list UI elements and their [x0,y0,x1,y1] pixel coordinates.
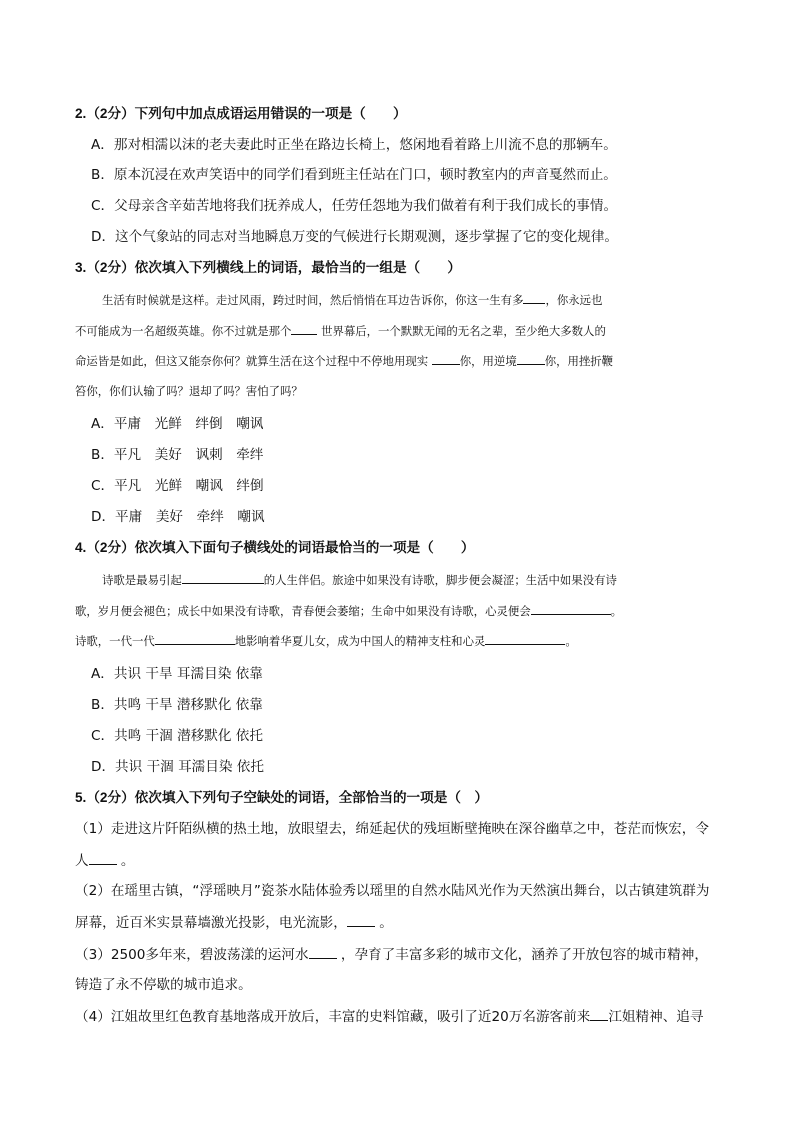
question-2-stem: 2.（2分）下列句中加点成语运用错误的一项是（ ） [75,106,407,121]
question-2-option-c[interactable]: C．父母亲含辛茹苦地将我们抚养成人，任劳任怨地为我们做着有利于我们成长的事情。 [91,198,618,214]
blank-1 [523,289,545,304]
blank-4 [485,630,565,645]
blank-2 [531,600,611,615]
question-5-item-2-line-2: 屏幕，近百米实景幕墙激光投影，电光流影， 。 [75,912,393,933]
question-3-passage-line-3: 命运皆是如此，但这又能奈你何？就算生活在这个过程中不停地用现实 你，用逆境 你，用挫折鞭 [75,350,613,371]
question-5-item-3-line-1: （3）2500多年来，碧波荡漾的运河水 ，孕育了丰富多彩的城市文化，涵养了开放包容的城市精神， [75,944,708,965]
question-5-item-1-line-1: （1）走进这片阡陌纵横的热土地，放眼望去，绵延起伏的残垣断壁掩映在深谷幽草之中，苍茫而恢宏，令 [75,821,709,837]
question-3-option-d[interactable]: D．平庸 美好 牵绊 嘲讽 [91,509,265,525]
question-3-option-c[interactable]: C．平凡 光鲜 嘲讽 绊倒 [91,478,264,494]
blank-2 [347,912,375,927]
blank-4 [517,350,545,365]
question-3-option-a[interactable]: A．平庸 光鲜 绊倒 嘲讽 [91,416,264,432]
blank-1 [89,850,117,865]
question-3-passage-line-2: 不可能成为一名超级英雄。你不过就是那个 世界幕后，一个默默无闻的无名之辈，至少绝大多数人的 [75,320,606,341]
question-4-stem: 4.（2分）依次填入下面句子横线处的词语最恰当的一项是（ ） [75,540,475,555]
question-4-passage-line-1: 诗歌是最易引起 的人生伴侣。旅途中如果没有诗歌，脚步便会凝涩；生活中如果没有诗 [102,569,617,590]
question-4-option-a[interactable]: A．共识 干旱 耳濡目染 依靠 [91,666,263,682]
blank-3 [432,350,460,365]
question-4-passage-line-2: 歌，岁月便会褪色；成长中如果没有诗歌，青春便会萎缩；生命中如果没有诗歌，心灵便会 。 [75,600,622,621]
question-5-item-2-line-1: （2）在瑶里古镇，“浮瑶映月”瓷茶水陆体验秀以瑶里的自然水陆风光作为天然演出舞台，以古镇建筑群为 [75,883,710,899]
question-2-option-b[interactable]: B．原本沉浸在欢声笑语中的同学们看到班主任站在门口，顿时教室内的声音戛然而止。 [91,167,617,183]
question-5-item-3-line-2: 铸造了永不停歇的城市追求。 [75,977,252,993]
question-5-stem: 5.（2分）依次填入下列句子空缺处的词语，全部恰当的一项是（ ） [75,790,489,805]
question-3-stem: 3.（2分）依次填入下列横线上的词语，最恰当的一组是（ ） [75,260,461,275]
blank-4 [590,1006,608,1021]
question-3-option-b[interactable]: B．平凡 美好 讽刺 牵绊 [91,447,264,463]
blank-1 [182,569,264,584]
question-5-item-1-line-2: 人 。 [75,850,135,871]
question-5-item-4-line-1: （4）江姐故里红色教育基地落成开放后，丰富的史料馆藏，吸引了近20万名游客前来 江姐精神、追寻 [75,1006,703,1027]
question-3-passage-line-1: 生活有时候就是这样。走过风雨，跨过时间，然后悄悄在耳边告诉你，你这一生有多 ，你永远也 [102,289,602,310]
question-4-option-b[interactable]: B．共鸣 干旱 潜移默化 依靠 [91,697,263,713]
blank-3 [155,630,235,645]
blank-3 [309,944,337,959]
blank-2 [291,320,317,335]
question-4-passage-line-3: 诗歌，一代一代 地影响着华夏儿女，成为中国人的精神支柱和心灵 。 [75,630,577,651]
question-3-passage-line-4: 笞你，你们认输了吗？退却了吗？害怕了吗？ [75,384,303,398]
question-4-option-d[interactable]: D．共识 干涸 耳濡目染 依托 [91,759,264,775]
question-2-option-d[interactable]: D．这个气象站的同志对当地瞬息万变的气候进行长期观测，逐步掌握了它的变化规律。 [91,229,619,245]
question-4-option-c[interactable]: C．共鸣 干涸 潜移默化 依托 [91,728,263,744]
question-2-option-a[interactable]: A．那对相濡以沫的老夫妻此时正坐在路边长椅上，悠闲地看着路上川流不息的那辆车。 [91,137,617,153]
